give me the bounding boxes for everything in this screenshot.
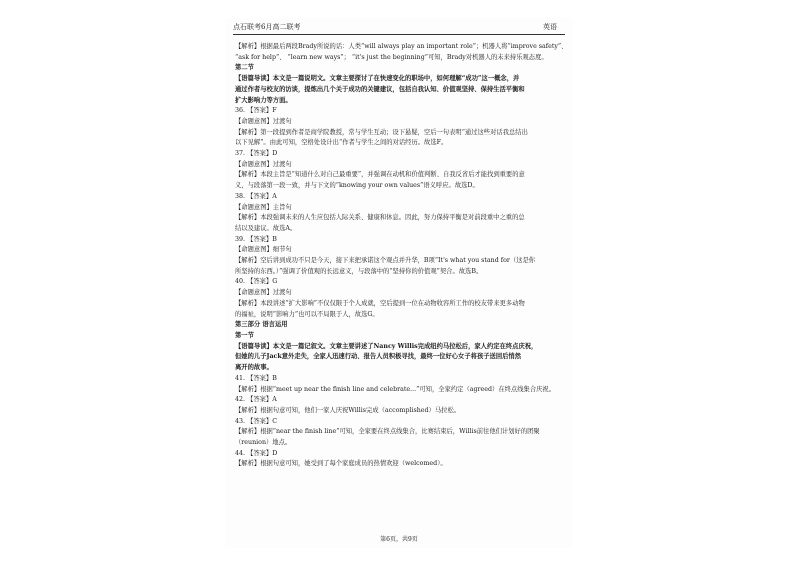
text-line: 以下见解”。由此可知，空格处设计出“作者与学生之间的对话经历。故选F。 [235, 139, 448, 147]
text-line: 但她的儿子Jack意外走失，全家人迅速行动、报告人员积极寻找，最终一位好心女子将孩子送回后悄然 [235, 353, 522, 361]
text-line: 【解析】空后讲到成功不只是今天，接下来把承诺这个观点并升华，B项“It's what you stand for（这是你 [235, 257, 536, 265]
text-line: 43. 【答案】C [235, 417, 278, 425]
text-line: 【命题意图】过渡句 [235, 117, 292, 125]
text-line: 39. 【答案】B [235, 235, 277, 243]
text-line: 【解析】根据最后两段Brady所说的话：人类“will always play an important role”；机器人将“improve safety”、 [235, 43, 567, 50]
text-line: 44. 【答案】D [235, 449, 278, 457]
text-line: 【解析】根据句意可知，他们一家人庆祝Willis完成（accomplished）马拉松。 [235, 406, 461, 414]
text-line: 37. 【答案】D [235, 150, 278, 158]
text-line: 36. 【答案】F [235, 107, 277, 115]
text-line: 扩大影响力等方面。 [235, 96, 292, 104]
text-line: （reunion）地点。 [235, 439, 292, 447]
text-line: 通过作者与校友的访谈，提炼出几个关于成功的关键建议，包括自我认知、价值观坚持、保持生活平衡和 [235, 85, 525, 93]
page-header [233, 20, 565, 35]
text-line: 结以及建议。故选A。 [235, 224, 297, 232]
text-line: 【命题意图】主旨句 [235, 203, 292, 211]
text-line: 【命题意图】过渡句 [235, 289, 292, 297]
text-line: 41. 【答案】B [235, 374, 277, 382]
text-line: 【命题意图】细节句 [235, 246, 292, 254]
text-line: 【解析】本段讲述“扩大影响”不仅仅限于个人成就，空后提到一位在动物收容所工作的校友带来更多动物 [235, 299, 525, 307]
text-line: 所坚持的东西。）”强调了价值观的长远意义，与段落中的“坚持你的价值观”契合。故选B。 [235, 267, 483, 275]
text-line: 【解析】本段强调未来的人生应包括人际关系、健康和休息。因此，努力保持平衡是对前段重中之重的总 [235, 214, 525, 222]
text-line: 义，与段落第一段一致，并与下文的“knowing your own values”语义呼应。故选D。 [235, 182, 479, 190]
text-line: 40. 【答案】G [235, 278, 278, 286]
text-line: 【解析】第一段提到作者是商学院教授，常与学生互动；设下悬疑，空后一句表明“通过这些对话我总结出 [235, 128, 528, 136]
text-line: 38. 【答案】A [235, 192, 277, 200]
text-line: 42. 【答案】A [235, 396, 277, 404]
text-line: 第二节 [235, 64, 254, 72]
header-subject: 英语 [543, 23, 557, 31]
page-content [235, 42, 567, 470]
text-line: “ask for help”、 “learn new ways”； “it's just the beginning”可知，Brady对机器人的未来持乐观态度。 [235, 53, 548, 61]
document-page [225, 18, 573, 548]
text-line: 【解析】根据“near the finish line”可知，全家要在终点线集合，比赛结束后，Willis前往他们计划好的团聚 [235, 428, 540, 436]
text-line: 【解析】根据“meet up near the finish line and celebrate...”可知，全家约定（agreed）在终点线集合庆祝。 [235, 385, 556, 393]
text-line: 第三部分 语言运用 [235, 321, 288, 329]
text-line: 【解析】本段主旨是“知道什么对自己最重要”，并强调在动机和价值判断、自我反省后才能找到重要的意 [235, 171, 525, 179]
text-line: 【语篇导读】本文是一篇说明文。文章主要探讨了在快速变化的职场中，如何理解“成功”这一概念，并 [235, 75, 520, 83]
text-line: 的福祉，说明“影响力”也可以不局限于人，故选G。 [235, 310, 379, 318]
text-line: 【解析】根据句意可知，她受到了每个家庭成员的热情欢迎（welcomed）。 [235, 460, 447, 468]
page-number: 第6页，共9页 [380, 536, 418, 543]
text-line: 【命题意图】过渡句 [235, 160, 292, 168]
text-line: 【语篇导读】本文是一篇记叙文。文章主要讲述了Nancy Willis完成纽约马拉松后，家人约定在终点庆祝， [235, 342, 538, 350]
header-exam-title: 点石联考6月高二联考 [233, 23, 301, 31]
text-line: 离开的故事。 [235, 364, 273, 372]
text-line: 第一节 [235, 331, 254, 339]
